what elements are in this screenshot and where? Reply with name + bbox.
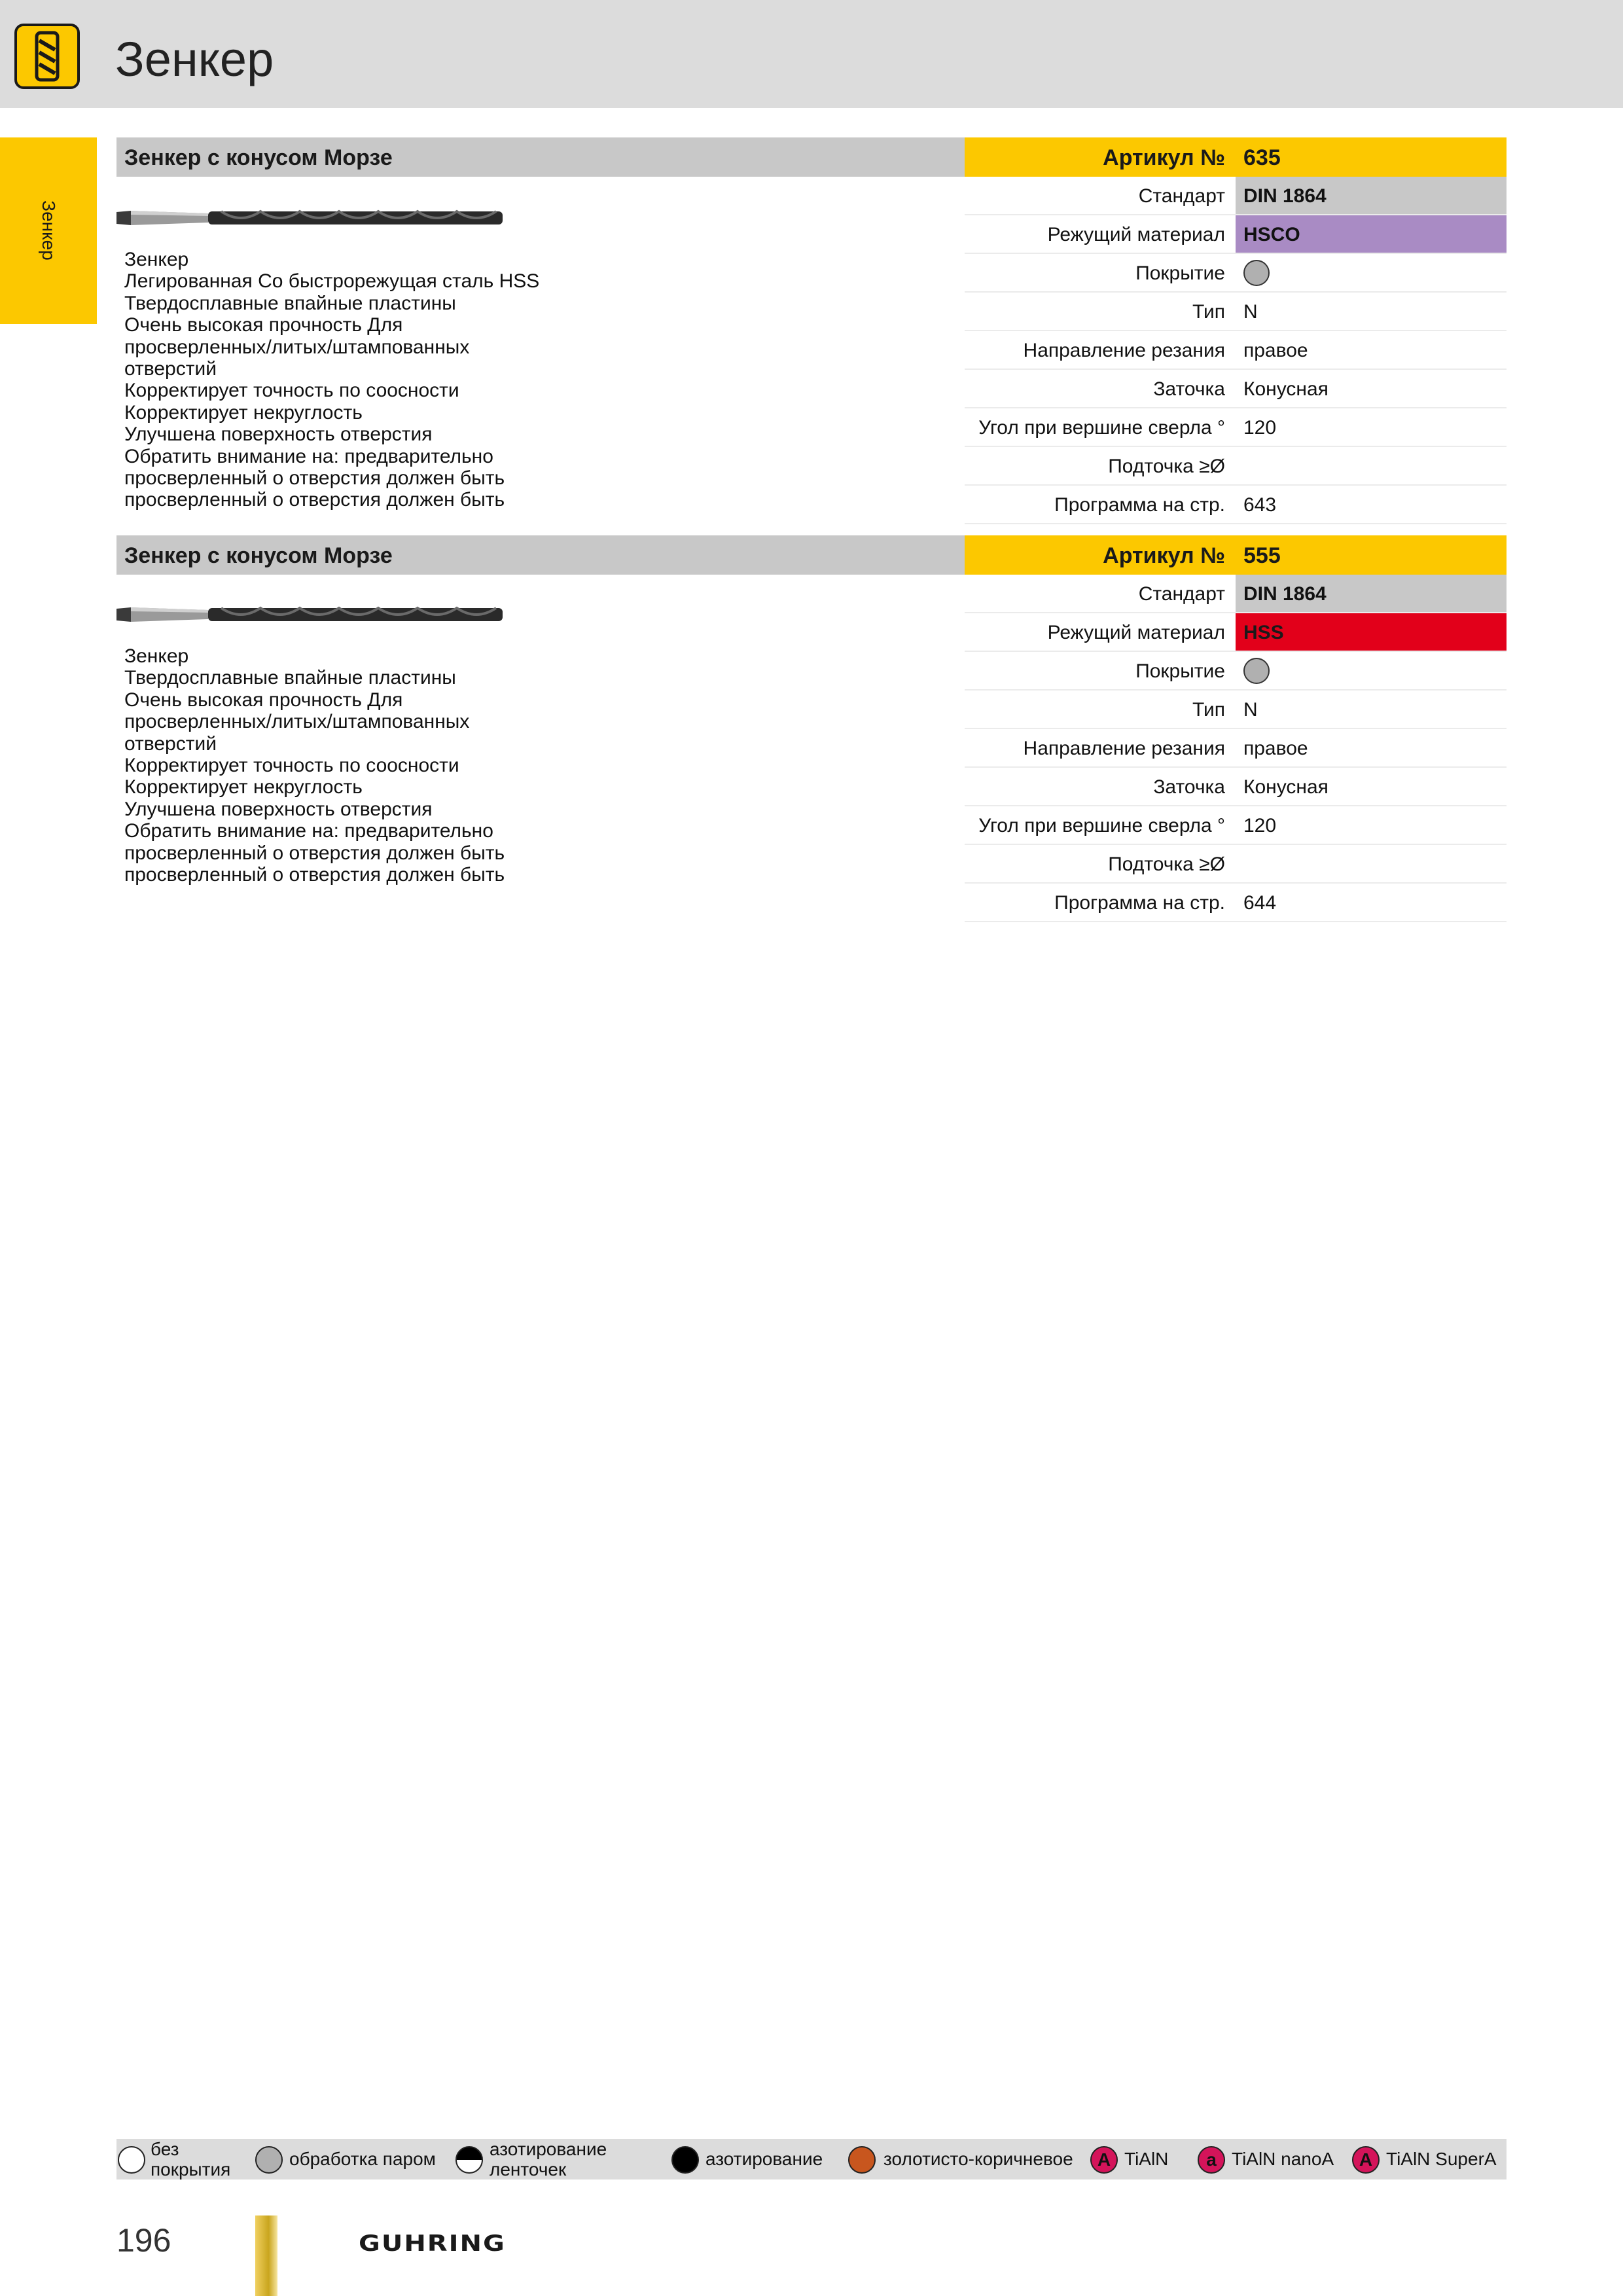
property-value-coating	[1236, 254, 1507, 291]
description-line: Улучшена поверхность отверстия	[124, 798, 433, 820]
property-row-program	[965, 486, 1507, 524]
property-row-counterbore	[965, 845, 1507, 884]
property-value-coating	[1236, 652, 1507, 689]
steam-treated-icon	[255, 2146, 283, 2174]
property-row-grind	[965, 768, 1507, 806]
property-label: Программа на стр.	[1054, 892, 1225, 914]
description-line: просверленный o отверстия должен быть	[124, 842, 505, 864]
property-row-type	[965, 293, 1507, 331]
tialn-super-badge-icon: A	[1352, 2146, 1380, 2174]
tialn-badge-icon: A	[1090, 2146, 1118, 2174]
property-label: Режущий материал	[1047, 622, 1225, 643]
article-bar	[965, 137, 1507, 177]
description-line: Твердосплавные впайные пластины	[124, 292, 456, 314]
description-line: просверленный o отверстия должен быть	[124, 489, 505, 511]
property-value-counterbore	[1236, 845, 1507, 882]
article-number[interactable]: 635	[1243, 145, 1281, 170]
description-line: отверстий	[124, 732, 217, 755]
property-row-coating	[965, 254, 1507, 293]
description-line: Улучшена поверхность отверстия	[124, 423, 433, 446]
property-row-angle	[965, 408, 1507, 447]
property-row-material	[965, 215, 1507, 254]
description-line: просверленный o отверстия должен быть	[124, 467, 505, 490]
property-value-program[interactable]: 644	[1243, 892, 1277, 914]
gold-brown-icon	[848, 2146, 876, 2174]
property-row-direction	[965, 729, 1507, 768]
property-value-standard: DIN 1864	[1236, 177, 1507, 214]
description-line: Легированная Co быстрорежущая сталь HSS	[124, 270, 540, 293]
legend-label: TiAlN nanoA	[1232, 2149, 1334, 2169]
property-label: Направление резания	[1023, 340, 1225, 361]
description-line: Очень высокая прочность Для	[124, 314, 403, 336]
legend-label: TiAlN SuperA	[1386, 2149, 1497, 2169]
legend-label: TiAlN	[1124, 2149, 1169, 2169]
drill-icon	[14, 24, 80, 89]
page-header	[0, 0, 1623, 108]
product-description	[124, 249, 582, 511]
steam-treated-coating-icon	[1243, 260, 1270, 286]
property-value-type: N	[1243, 301, 1258, 323]
description-line: просверленных/литых/штампованных	[124, 711, 470, 733]
legend-label-line: без	[151, 2139, 179, 2159]
property-label: Подточка ≥Ø	[1108, 853, 1225, 875]
property-row-direction	[965, 331, 1507, 370]
description-line: Корректирует некруглость	[124, 401, 363, 423]
legend-label	[490, 2139, 607, 2179]
legend-label-line: покрытия	[151, 2159, 231, 2179]
property-value-angle: 120	[1243, 815, 1277, 836]
legend-label: азотирование	[705, 2149, 823, 2169]
description-line: Твердосплавные впайные пластины	[124, 667, 456, 689]
legend-label: золотисто-коричневое	[883, 2149, 1073, 2169]
article-label: Артикул №	[1103, 543, 1225, 568]
property-value-grind: Конусная	[1243, 378, 1329, 400]
countersink-tool-image	[116, 202, 509, 238]
legend-label	[151, 2139, 230, 2179]
property-row-grind	[965, 370, 1507, 408]
property-row-standard	[965, 177, 1507, 215]
property-label: Программа на стр.	[1054, 494, 1225, 516]
article-number[interactable]: 555	[1243, 543, 1281, 568]
page-title: Зенкер	[115, 32, 274, 86]
description-line: Обратить внимание на: предварительно	[124, 820, 493, 842]
property-value-type: N	[1243, 699, 1258, 721]
property-label: Угол при вершине сверла °	[978, 815, 1225, 836]
section-tab-label: Зенкер	[39, 200, 59, 260]
legend-label-line: ленточек	[490, 2159, 567, 2179]
steam-treated-coating-icon	[1243, 658, 1270, 684]
description-line: Корректирует точность по соосности	[124, 380, 459, 402]
coating-legend	[116, 2139, 1507, 2179]
description-line: Зенкер	[124, 645, 189, 667]
property-label: Тип	[1192, 699, 1225, 721]
property-row-coating	[965, 652, 1507, 691]
property-row-standard	[965, 575, 1507, 613]
brand-logo: GUHRING	[359, 2231, 506, 2257]
legend-label-line: азотирование	[490, 2139, 607, 2159]
property-value-direction: правое	[1243, 340, 1308, 361]
property-label: Заточка	[1153, 378, 1225, 400]
product-title-bar	[116, 137, 965, 177]
product-title: Зенкер с конусом Морзе	[124, 145, 393, 170]
property-label: Направление резания	[1023, 738, 1225, 759]
property-label: Подточка ≥Ø	[1108, 456, 1225, 477]
uncoated-icon	[118, 2146, 145, 2174]
description-line: просверленных/литых/штампованных	[124, 336, 470, 358]
property-value-program[interactable]: 643	[1243, 494, 1277, 516]
description-line: Зенкер	[124, 249, 189, 270]
tialn-nano-badge-icon: a	[1198, 2146, 1225, 2174]
description-line: просверленный o отверстия должен быть	[124, 864, 505, 886]
property-row-counterbore	[965, 447, 1507, 486]
description-line: Обратить внимание на: предварительно	[124, 445, 493, 467]
property-row-material	[965, 613, 1507, 652]
description-line: Корректирует точность по соосности	[124, 755, 459, 777]
property-label: Заточка	[1153, 776, 1225, 798]
property-label: Стандарт	[1138, 583, 1225, 605]
property-label: Тип	[1192, 301, 1225, 323]
description-line: Очень высокая прочность Для	[124, 689, 403, 711]
property-row-angle	[965, 806, 1507, 845]
property-value-angle: 120	[1243, 417, 1277, 439]
property-label: Угол при вершине сверла °	[978, 417, 1225, 439]
product-description	[124, 645, 582, 886]
property-value-counterbore	[1236, 447, 1507, 484]
property-value-standard: DIN 1864	[1236, 575, 1507, 612]
property-row-type	[965, 691, 1507, 729]
property-value-material: HSS	[1236, 613, 1507, 651]
description-line: отверстий	[124, 358, 217, 380]
legend-label: обработка паром	[289, 2149, 436, 2169]
countersink-tool-image	[116, 598, 509, 634]
product-title: Зенкер с конусом Морзе	[124, 543, 393, 568]
property-label: Покрытие	[1135, 262, 1225, 284]
property-label: Режущий материал	[1047, 224, 1225, 245]
description-line: Корректирует некруглость	[124, 776, 363, 798]
property-label: Покрытие	[1135, 660, 1225, 682]
article-bar	[965, 535, 1507, 575]
property-value-material: HSCO	[1236, 215, 1507, 253]
article-label: Артикул №	[1103, 145, 1225, 170]
property-label: Стандарт	[1138, 185, 1225, 207]
property-row-program	[965, 884, 1507, 922]
nitrided-lands-icon	[455, 2146, 483, 2174]
nitrided-icon	[671, 2146, 699, 2174]
property-value-direction: правое	[1243, 738, 1308, 759]
product-title-bar	[116, 535, 965, 575]
page-number: 196	[116, 2222, 171, 2259]
footer-accent-bar	[255, 2215, 277, 2296]
property-value-grind: Конусная	[1243, 776, 1329, 798]
